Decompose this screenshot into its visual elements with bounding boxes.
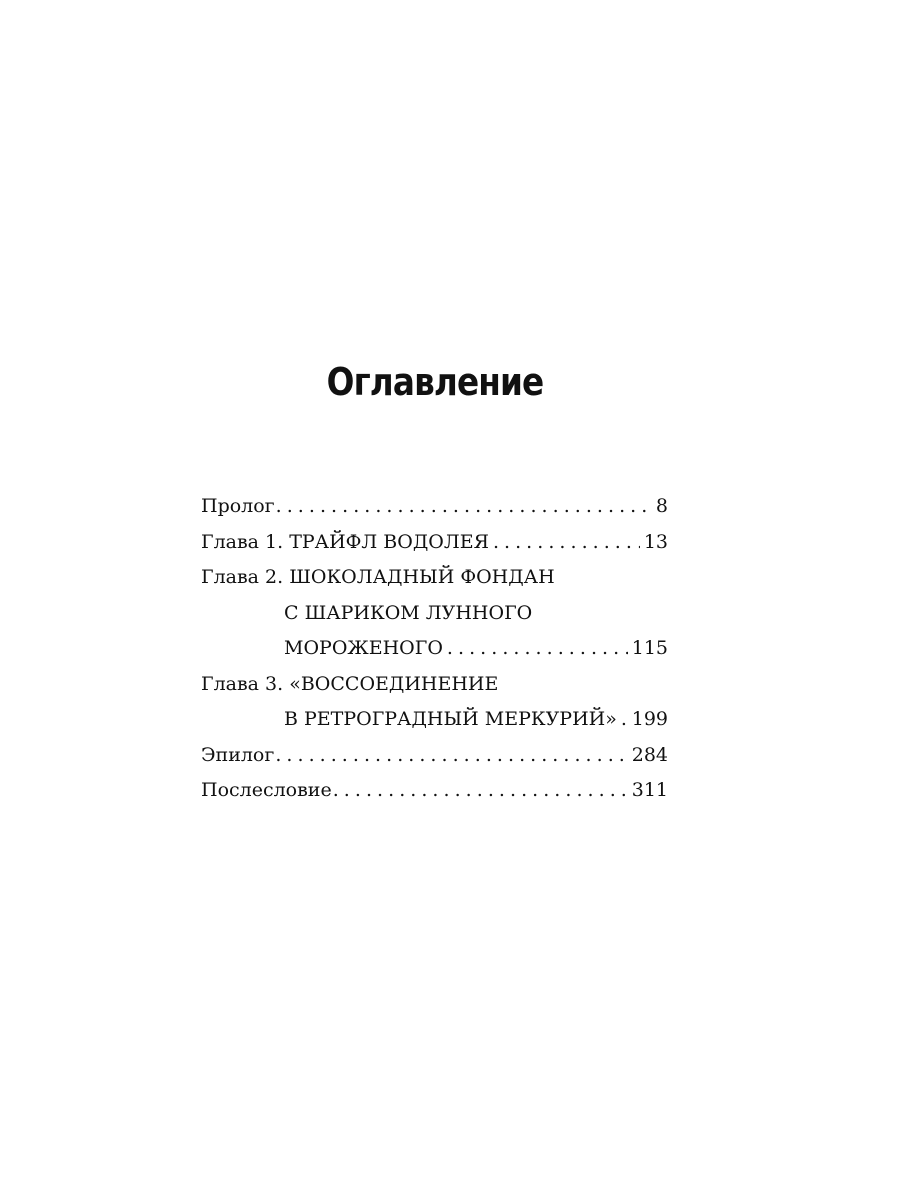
dot-leader — [276, 489, 652, 525]
toc-entry-chapter-2-continued[interactable] — [201, 631, 668, 667]
toc-page-number: 199 — [631, 708, 668, 730]
toc-entry-title: Пролог — [201, 495, 275, 517]
toc-entry-title: ТРАЙФЛ ВОДОЛЕЯ — [289, 530, 489, 553]
toc-entry-afterword[interactable] — [201, 773, 668, 809]
toc-entry-title-line: МОРОЖЕНОГО — [284, 637, 443, 659]
toc-entry-epilogue[interactable] — [201, 738, 668, 774]
toc-chapter-prefix: Глава 2. — [201, 566, 284, 588]
toc-entry-title: Послесловие — [201, 779, 332, 801]
toc-entry-chapter-3-continued[interactable] — [201, 702, 668, 738]
toc-chapter-prefix: Глава 3. — [201, 672, 284, 695]
toc-entry-prologue[interactable] — [201, 489, 668, 525]
dot-leader — [333, 773, 628, 809]
dot-leader — [493, 525, 640, 561]
toc-entry-chapter-2-continued[interactable] — [201, 596, 668, 632]
toc-entry-chapter-2[interactable] — [201, 560, 668, 596]
toc-entry-title: Эпилог — [201, 743, 275, 766]
toc-page-number: 8 — [655, 495, 668, 517]
toc-page-number: 115 — [631, 637, 668, 659]
toc-entry-title-line: В РЕТРОГРАДНЫЙ МЕРКУРИЙ» — [284, 708, 617, 730]
toc-entry-chapter-1[interactable] — [201, 525, 668, 561]
toc-entry-title-line: С ШАРИКОМ ЛУННОГО — [284, 601, 533, 624]
toc-entry-chapter-3[interactable] — [201, 667, 668, 703]
toc-page-number: 13 — [643, 530, 668, 553]
toc-entry-title-line: «ВОССОЕДИНЕНИЕ — [289, 672, 499, 695]
dot-leader — [621, 702, 628, 738]
toc-page-number: 311 — [631, 779, 668, 801]
toc-chapter-prefix: Глава 1. — [201, 530, 284, 553]
page-title: Оглавление — [326, 360, 544, 404]
table-of-contents — [201, 489, 668, 809]
toc-page-number: 284 — [631, 743, 668, 766]
dot-leader — [447, 631, 628, 667]
toc-entry-title-line: ШОКОЛАДНЫЙ ФОНДАН — [289, 566, 555, 588]
dot-leader — [275, 738, 627, 774]
